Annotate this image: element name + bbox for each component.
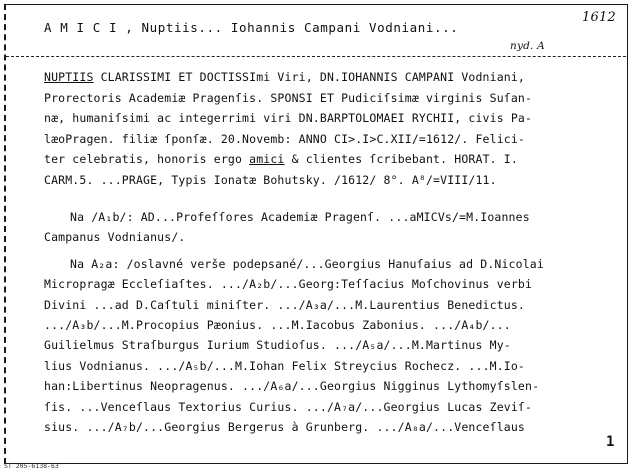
note-line: Na A₂a: /oslavné verše podepsané/...Georgius Hanuſaius ad D.Nicolai bbox=[70, 256, 544, 271]
card-heading: A M I C I , Nuptiis... Iohannis Campani Vodniani... bbox=[44, 20, 459, 35]
shelfmark: 1612 bbox=[582, 10, 616, 25]
card-page-number: 1 bbox=[606, 434, 615, 450]
note-line: Na /A₁b/: AD...Profeſſores Academiæ Pragenſ. ...aMICVs/=M.Ioannes bbox=[70, 210, 530, 224]
note-line: Divini ...ad D.Caſtuli miniſter. .../A₃a/...M.Laurentius Benedictus. bbox=[44, 297, 526, 312]
note-line: Micropragæ Eccleſiaſtes. .../A₂b/...Georg:Teſſacius Moſchovinus verbi bbox=[44, 277, 533, 292]
note-line: sius. .../A₇b/...Georgius Bergerus à Grunberg. .../A₈a/...Venceſlaus bbox=[44, 420, 526, 434]
title-line: CARM.5. ...PRAGE, Typis Ionatæ Bohutsky. /1612/ 8°. A⁸/=VIII/11. bbox=[44, 173, 497, 187]
note-line: Guilielmus Straſburgus Iurium Studioſus. .../A₅a/...M.Martinus My- bbox=[44, 338, 511, 353]
title-line: NUPTIIS CLARISSIMI ET DOCTISSImi Viri, DN.IOHANNIS CAMPANI Vodniani, bbox=[44, 70, 526, 84]
title-line: Prorectoris Academiæ Pragenſis. SPONSI ET Pudiciſsimæ virginis Suſan- bbox=[44, 90, 533, 105]
title-line: ter celebratis, honoris ergo amici & clientes ſcribebant. HORAT. I. bbox=[44, 152, 518, 167]
title-line: læoPragen. filiæ ſponſæ. 20.Novemb: ANNO CI>.I>C.XII/=1612/. Felici- bbox=[44, 131, 526, 146]
note-line: Campanus Vodnianus/. bbox=[44, 230, 186, 245]
shelfmark-note: nyd. A bbox=[510, 40, 545, 52]
note-line: .../A₃b/...M.Procopius Pæonius. ...M.Iacobus Zabonius. .../A₄b/... bbox=[44, 318, 511, 332]
note-line: ſis. ...Venceſlaus Textorius Curius. .../A₇a/...Georgius Lucas Zeviſ- bbox=[44, 399, 533, 414]
footer-code: ST 205-6138-63 bbox=[4, 462, 59, 470]
title-first-word: NUPTIIS bbox=[44, 70, 94, 84]
title-line: næ, humaniſsimi ac integerrimi viri DN.BARPTOLOMAEI RYCHII, civis Pa- bbox=[44, 111, 533, 126]
note-line: lius Vodnianus. .../A₅b/...M.Iohan Felix Streycius Rochecz. ...M.Io- bbox=[44, 358, 526, 373]
underlined-word: amici bbox=[249, 152, 285, 167]
note-line: han:Libertinus Neopragenus. .../A₆a/...Georgius Nigginus Lythomyſslen- bbox=[44, 379, 540, 394]
heading-divider bbox=[6, 56, 626, 57]
